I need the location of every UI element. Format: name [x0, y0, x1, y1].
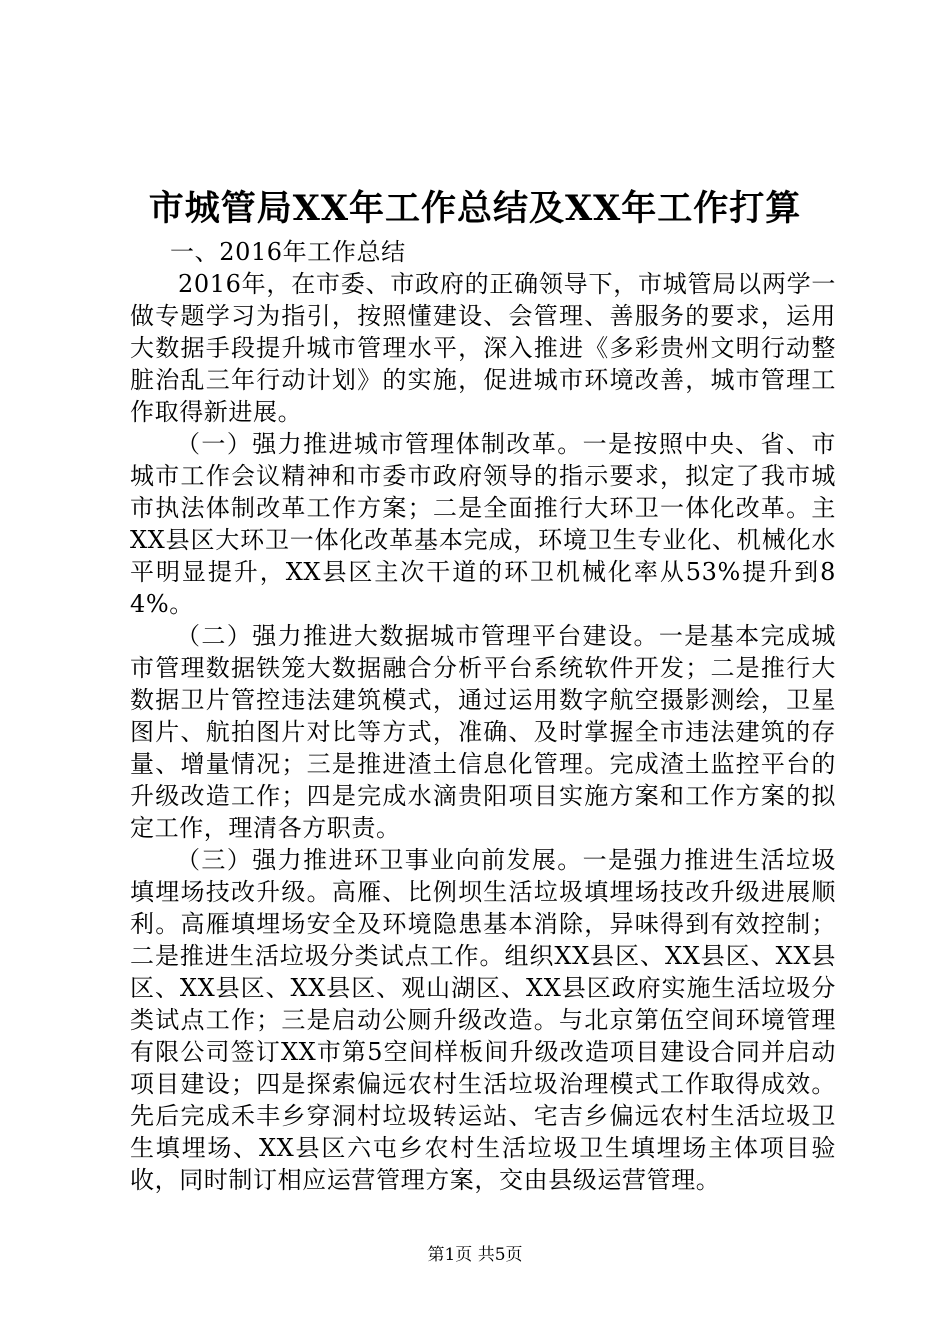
paragraph-big-data: （二）强力推进大数据城市管理平台建设。一是基本完成城市管理数据铁笼大数据融合分析平台系统软件开发；二是推行大数据卫片管控违法建筑模式，通过运用数字航空摄影测绘，卫星图片、航拍图片对比等方式，准确、及时掌握全市违法建筑的存量、增量情况；三是推进渣土信息化管理。完成渣土监控平台的升级改造工作；四是完成水滴贵阳项目实施方案和工作方案的拟定工作，理清各方职责。 — [130, 622, 836, 842]
document-title: 市城管局XX年工作总结及XX年工作打算 — [148, 188, 802, 229]
page-footer: 第1页 共5页 — [427, 1245, 523, 1265]
section-heading: 一、2016年工作总结 — [170, 238, 406, 266]
document-body — [130, 236, 836, 1196]
paragraph-reform: （一）强力推进城市管理体制改革。一是按照中央、省、市城市工作会议精神和市委市政府领导的指示要求，拟定了我市城市执法体制改革工作方案；二是全面推行大环卫一体化改革。主XX县区大环卫一体化改革基本完成，环境卫生专业化、机械化水平明显提升，XX县区主次干道的环卫机械化率从53%提升到84%。 — [130, 430, 836, 618]
paragraph-sanitation: （三）强力推进环卫事业向前发展。一是强力推进生活垃圾填埋场技改升级。高雁、比例坝生活垃圾填埋场技改升级进展顺利。高雁填埋场安全及环境隐患基本消除，异味得到有效控制；二是推进生活垃圾分类试点工作。组织XX县区、XX县区、XX县区、XX县区、XX县区、观山湖区、XX县区政府实施生活垃圾分类试点工作；三是启动公厕升级改造。与北京第伍空间环境管理有限公司签订XX市第5空间样板间升级改造项目建设合同并启动项目建设；四是探索偏远农村生活垃圾治理模式工作取得成效。先后完成禾丰乡穿洞村垃圾转运站、宅吉乡偏远农村生活垃圾卫生填埋场、XX县区六屯乡农村生活垃圾卫生填埋场主体项目验收，同时制订相应运营管理方案，交由县级运营管理。 — [130, 846, 836, 1194]
paragraph-summary: 2016年，在市委、市政府的正确领导下，市城管局以两学一做专题学习为指引，按照懂建设、会管理、善服务的要求，运用大数据手段提升城市管理水平，深入推进《多彩贵州文明行动整脏治乱三年行动计划》的实施，促进城市环境改善，城市管理工作取得新进展。 — [130, 270, 836, 426]
